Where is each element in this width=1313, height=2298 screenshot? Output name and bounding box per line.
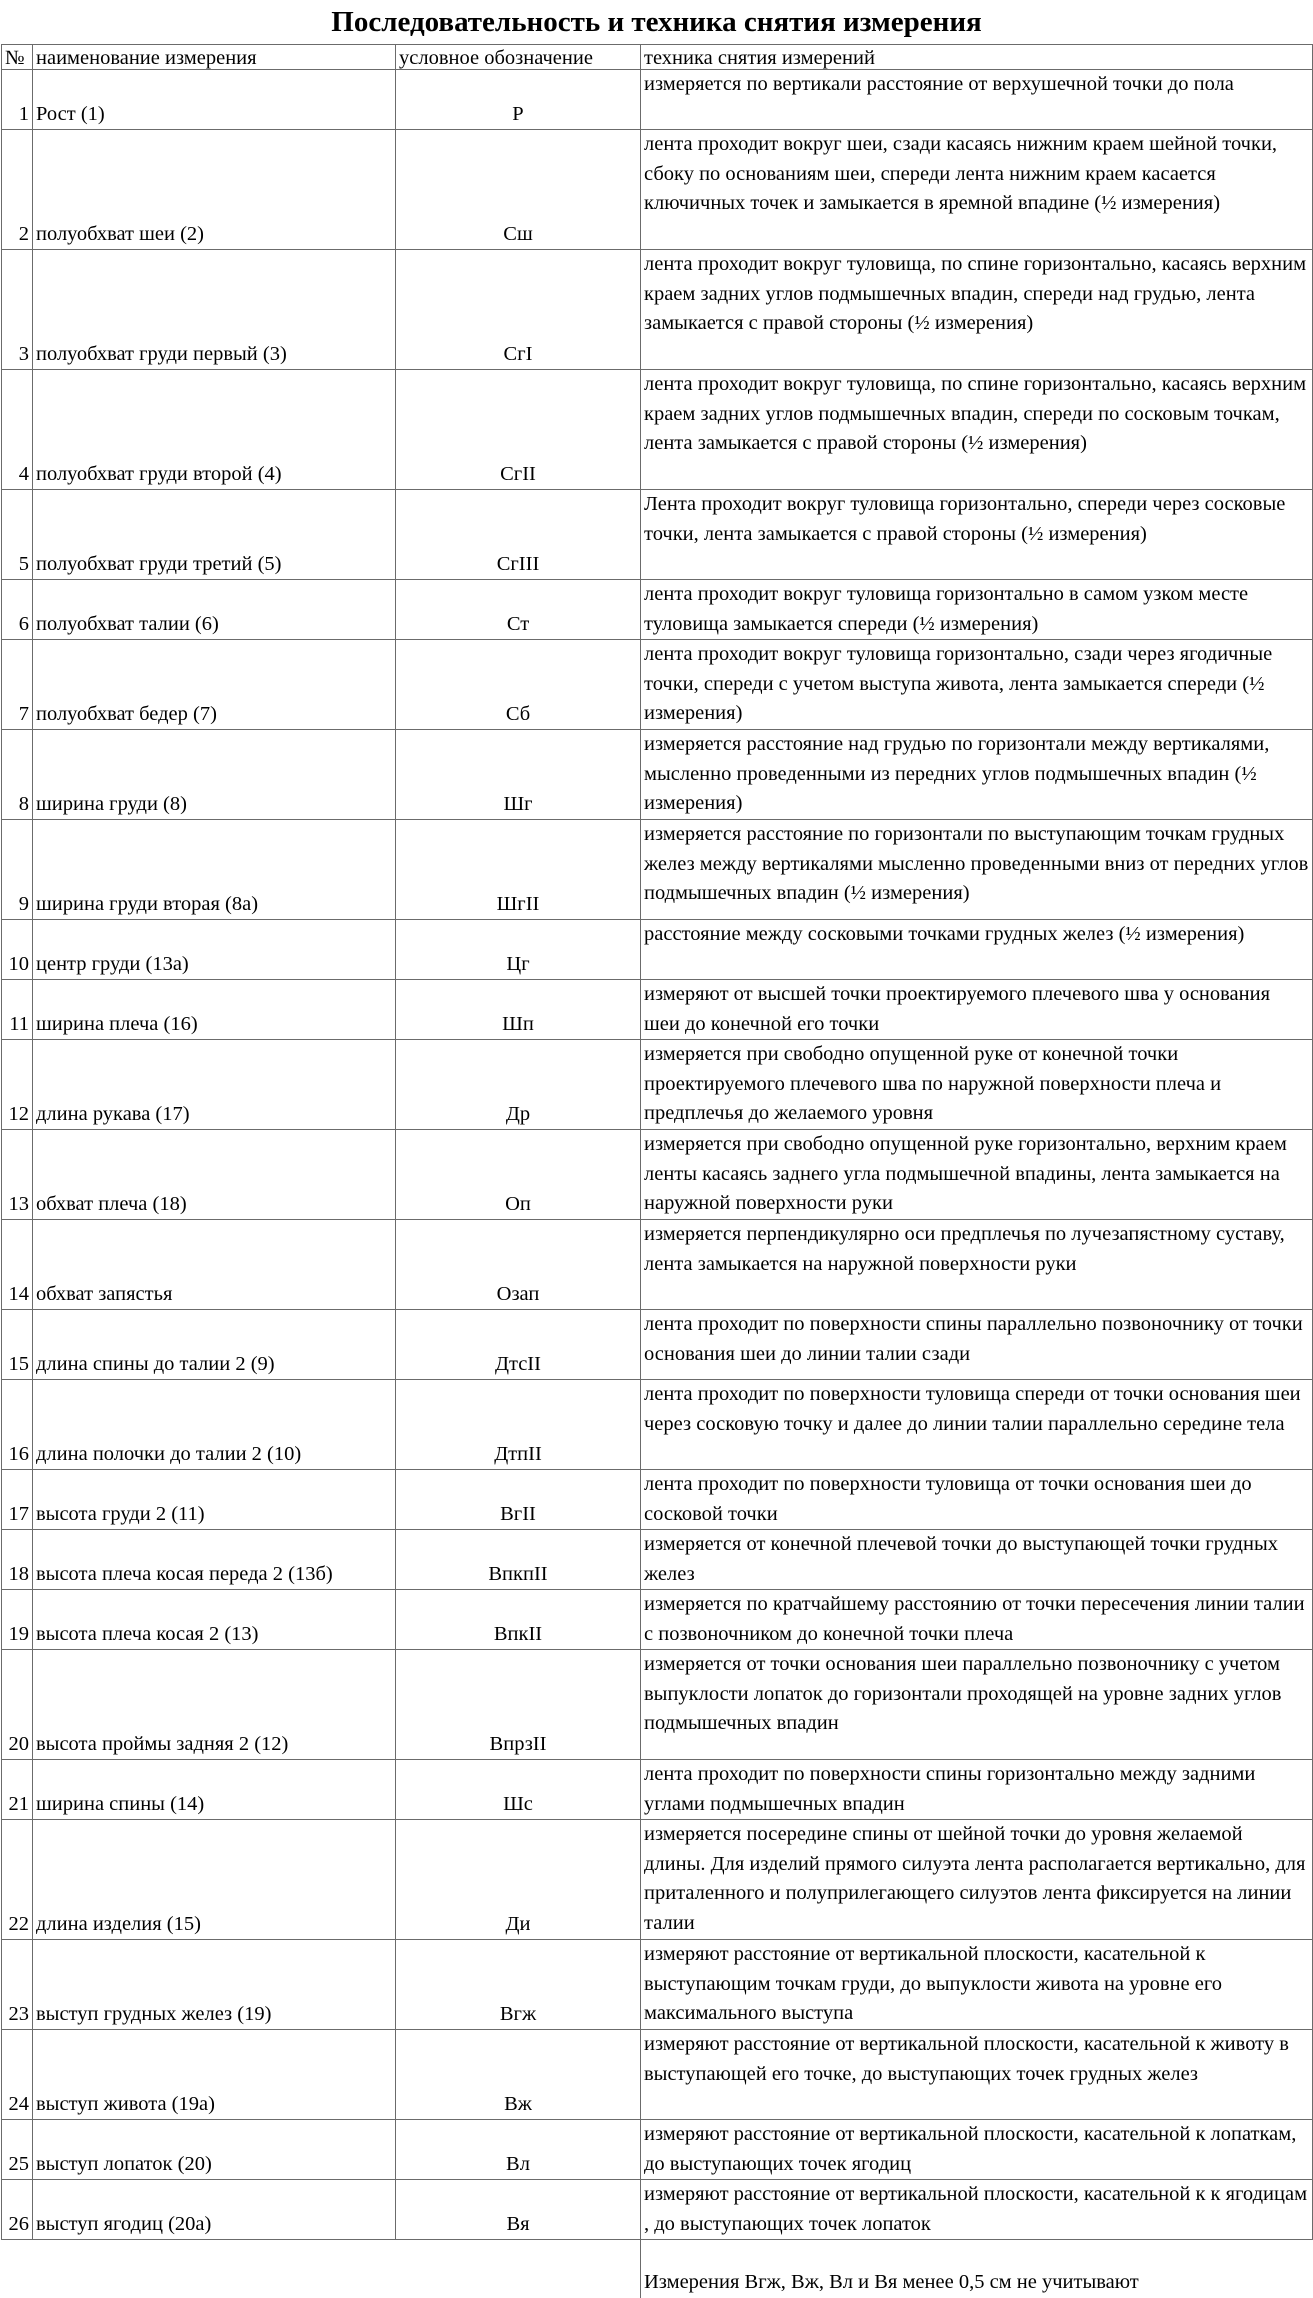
measurement-symbol: ВпкII (396, 1590, 641, 1650)
measurement-technique: лента проходит вокруг шеи, сзади касаясь нижним краем шейной точки, сбоку по основаниям шеи, спереди лента нижним краем касается ключичных точек и замыкается в яремной впадине (½ измерения) (641, 130, 1313, 250)
measurement-name: высота проймы задняя 2 (12) (33, 1650, 396, 1760)
measurement-technique: лента проходит по поверхности спины параллельно позвоночнику от точки основания шеи до линии талии сзади (641, 1310, 1313, 1380)
table-row (2, 820, 1313, 920)
table-row (2, 1380, 1313, 1470)
measurement-symbol: Сб (396, 640, 641, 730)
row-number: 16 (2, 1380, 33, 1470)
table-header-row (2, 45, 1313, 70)
table-row (2, 2120, 1313, 2180)
measurement-technique: расстояние между сосковыми точками грудных желез (½ измерения) (641, 920, 1313, 980)
table-row (2, 2030, 1313, 2120)
measurement-name: выступ грудных желез (19) (33, 1940, 396, 2030)
measurement-symbol: ВпрзII (396, 1650, 641, 1760)
measurement-symbol: Оп (396, 1130, 641, 1220)
row-number: 21 (2, 1760, 33, 1820)
empty-cell (2, 2268, 33, 2298)
table-row (2, 730, 1313, 820)
measurement-name: длина рукава (17) (33, 1040, 396, 1130)
row-number: 5 (2, 490, 33, 580)
measurement-technique: измеряют расстояние от вертикальной плоскости, касательной к к ягодицам , до выступающих точек лопаток (641, 2180, 1313, 2240)
table-row (2, 250, 1313, 370)
table-row (2, 2180, 1313, 2240)
measurement-symbol: СгIII (396, 490, 641, 580)
measurement-name: полуобхват груди второй (4) (33, 370, 396, 490)
measurement-technique: измеряют от высшей точки проектируемого плечевого шва у основания шеи до конечной его точки (641, 980, 1313, 1040)
measurement-name: выступ лопаток (20) (33, 2120, 396, 2180)
measurement-technique: измеряется по вертикали расстояние от верхушечной точки до пола (641, 70, 1313, 130)
row-number: 12 (2, 1040, 33, 1130)
measurement-symbol: ШгII (396, 820, 641, 920)
measurement-technique: лента проходит вокруг туловища, по спине горизонтально, касаясь верхним краем задних углов подмышечных впадин, спереди по сосковым точкам, лента замыкается с правой стороны (½ измерения) (641, 370, 1313, 490)
measurement-technique: измеряется от конечной плечевой точки до выступающей точки грудных желез (641, 1530, 1313, 1590)
table-row (2, 580, 1313, 640)
row-number: 18 (2, 1530, 33, 1590)
measurement-symbol: Озап (396, 1220, 641, 1310)
row-number: 26 (2, 2180, 33, 2240)
table-row (2, 370, 1313, 490)
measurement-technique: измеряется посередине спины от шейной точки до уровня желаемой длины. Для изделий прямого силуэта лента располагается вертикально, для приталенного и полуприлегающего силуэтов лента фиксируется на линии талии (641, 1820, 1313, 1940)
measurement-name: центр груди (13а) (33, 920, 396, 980)
measurement-name: высота плеча косая 2 (13) (33, 1590, 396, 1650)
measurement-symbol: Шп (396, 980, 641, 1040)
measurement-symbol: СгII (396, 370, 641, 490)
row-number: 9 (2, 820, 33, 920)
measurement-technique: измеряют расстояние от вертикальной плоскости, касательной к выступающим точкам груди, до выпуклости живота на уровне его максимального выступа (641, 1940, 1313, 2030)
measurement-name: длина полочки до талии 2 (10) (33, 1380, 396, 1470)
empty-cell (396, 2240, 641, 2268)
row-number: 3 (2, 250, 33, 370)
measurement-symbol: Ди (396, 1820, 641, 1940)
table-row (2, 640, 1313, 730)
measurement-name: ширина спины (14) (33, 1760, 396, 1820)
footnote: Измерения Вгж, Вж, Вл и Вя менее 0,5 см не учитывают (641, 2268, 1313, 2298)
measurement-technique: измеряется по кратчайшему расстоянию от точки пересечения линии талии с позвоночником до конечной точки плеча (641, 1590, 1313, 1650)
row-number: 7 (2, 640, 33, 730)
row-number: 8 (2, 730, 33, 820)
row-number: 25 (2, 2120, 33, 2180)
measurement-symbol: ВпкпII (396, 1530, 641, 1590)
row-number: 14 (2, 1220, 33, 1310)
empty-cell (641, 2240, 1313, 2268)
empty-cell (33, 2268, 396, 2298)
measurement-technique: лента проходит вокруг туловища горизонтально, сзади через ягодичные точки, спереди с учетом выступа живота, лента замыкается спереди (½ измерения) (641, 640, 1313, 730)
measurement-technique: измеряют расстояние от вертикальной плоскости, касательной к животу в выступающей его точке, до выступающих точек грудных желез (641, 2030, 1313, 2120)
table-row (2, 1310, 1313, 1380)
row-number: 15 (2, 1310, 33, 1380)
footnote-row (2, 2268, 1313, 2298)
table-row (2, 980, 1313, 1040)
measurement-name: обхват запястья (33, 1220, 396, 1310)
measurement-technique: измеряется при свободно опущенной руке горизонтально, верхним краем ленты касаясь заднего угла подмышечной впадины, лента замыкается на наружной поверхности руки (641, 1130, 1313, 1220)
table-row (2, 1220, 1313, 1310)
measurement-name: ширина груди вторая (8а) (33, 820, 396, 920)
row-number: 2 (2, 130, 33, 250)
measurement-name: обхват плеча (18) (33, 1130, 396, 1220)
measurement-name: выступ живота (19а) (33, 2030, 396, 2120)
row-number: 17 (2, 1470, 33, 1530)
row-number: 22 (2, 1820, 33, 1940)
measurement-symbol: Вж (396, 2030, 641, 2120)
empty-row (2, 2240, 1313, 2268)
empty-cell (2, 2240, 33, 2268)
measurement-name: полуобхват шеи (2) (33, 130, 396, 250)
measurement-technique: Лента проходит вокруг туловища горизонтально, спереди через сосковые точки, лента замыкается с правой стороны (½ измерения) (641, 490, 1313, 580)
header-technique: техника снятия измерений (641, 45, 1313, 70)
measurement-technique: лента проходит по поверхности спины горизонтально между задними углами подмышечных впадин (641, 1760, 1313, 1820)
table-row (2, 130, 1313, 250)
measurement-name: высота груди 2 (11) (33, 1470, 396, 1530)
row-number: 6 (2, 580, 33, 640)
table-row (2, 1590, 1313, 1650)
measurement-symbol: Ст (396, 580, 641, 640)
measurement-symbol: Др (396, 1040, 641, 1130)
page-title: Последовательность и техника снятия измерения (331, 6, 982, 38)
measurement-symbol: Шг (396, 730, 641, 820)
measurement-name: полуобхват талии (6) (33, 580, 396, 640)
measurements-table (1, 44, 1313, 2298)
empty-cell (396, 2268, 641, 2298)
measurement-symbol: ДтсII (396, 1310, 641, 1380)
measurement-technique: измеряется при свободно опущенной руке от конечной точки проектируемого плечевого шва по наружной поверхности плеча и предплечья до желаемого уровня (641, 1040, 1313, 1130)
row-number: 20 (2, 1650, 33, 1760)
measurement-technique: измеряется расстояние над грудью по горизонтали между вертикалями, мысленно проведенными из передних углов подмышечных впадин (½ измерения) (641, 730, 1313, 820)
measurement-name: Рост (1) (33, 70, 396, 130)
measurement-technique: измеряется от точки основания шеи параллельно позвоночнику с учетом выпуклости лопаток до горизонтали проходящей на уровне задних углов подмышечных впадин (641, 1650, 1313, 1760)
header-symbol: условное обозначение (396, 45, 641, 70)
measurement-name: ширина груди (8) (33, 730, 396, 820)
measurement-technique: лента проходит вокруг туловища горизонтально в самом узком месте туловища замыкается спереди (½ измерения) (641, 580, 1313, 640)
table-row (2, 1820, 1313, 1940)
table-row (2, 920, 1313, 980)
measurement-name: длина спины до талии 2 (9) (33, 1310, 396, 1380)
row-number: 11 (2, 980, 33, 1040)
measurement-technique: лента проходит по поверхности туловища от точки основания шеи до сосковой точки (641, 1470, 1313, 1530)
measurement-symbol: ДтпII (396, 1380, 641, 1470)
table-row (2, 490, 1313, 580)
table-row (2, 1530, 1313, 1590)
table-row (2, 1760, 1313, 1820)
measurement-technique: измеряют расстояние от вертикальной плоскости, касательной к лопаткам, до выступающих точек ягодиц (641, 2120, 1313, 2180)
row-number: 23 (2, 1940, 33, 2030)
measurement-symbol: Вгж (396, 1940, 641, 2030)
table-row (2, 1650, 1313, 1760)
header-num: № (2, 45, 33, 70)
measurement-technique: лента проходит по поверхности туловища спереди от точки основания шеи через сосковую точку и далее до линии талии параллельно середине тела (641, 1380, 1313, 1470)
measurement-technique: измеряется расстояние по горизонтали по выступающим точкам грудных желез между вертикалями мысленно проведенными вниз от передних углов подмышечных впадин (½ измерения) (641, 820, 1313, 920)
row-number: 24 (2, 2030, 33, 2120)
measurement-symbol: Шс (396, 1760, 641, 1820)
measurement-symbol: Вя (396, 2180, 641, 2240)
measurement-name: выступ ягодиц (20а) (33, 2180, 396, 2240)
measurement-symbol: СгI (396, 250, 641, 370)
measurement-name: длина изделия (15) (33, 1820, 396, 1940)
measurement-name: высота плеча косая переда 2 (13б) (33, 1530, 396, 1590)
table-row (2, 1940, 1313, 2030)
measurement-symbol: Р (396, 70, 641, 130)
measurement-symbol: ВгII (396, 1470, 641, 1530)
table-row (2, 1130, 1313, 1220)
table-row (2, 1470, 1313, 1530)
measurement-technique: лента проходит вокруг туловища, по спине горизонтально, касаясь верхним краем задних углов подмышечных впадин, спереди над грудью, лента замыкается с правой стороны (½ измерения) (641, 250, 1313, 370)
measurement-symbol: Сш (396, 130, 641, 250)
measurement-technique: измеряется перпендикулярно оси предплечья по лучезапястному суставу, лента замыкается на наружной поверхности руки (641, 1220, 1313, 1310)
table-row (2, 1040, 1313, 1130)
measurement-name: полуобхват груди первый (3) (33, 250, 396, 370)
header-name: наименование измерения (33, 45, 396, 70)
measurement-symbol: Вл (396, 2120, 641, 2180)
measurement-name: ширина плеча (16) (33, 980, 396, 1040)
row-number: 4 (2, 370, 33, 490)
row-number: 1 (2, 70, 33, 130)
row-number: 19 (2, 1590, 33, 1650)
empty-cell (33, 2240, 396, 2268)
table-row (2, 70, 1313, 130)
measurement-symbol: Цг (396, 920, 641, 980)
row-number: 13 (2, 1130, 33, 1220)
measurement-name: полуобхват бедер (7) (33, 640, 396, 730)
row-number: 10 (2, 920, 33, 980)
measurement-name: полуобхват груди третий (5) (33, 490, 396, 580)
